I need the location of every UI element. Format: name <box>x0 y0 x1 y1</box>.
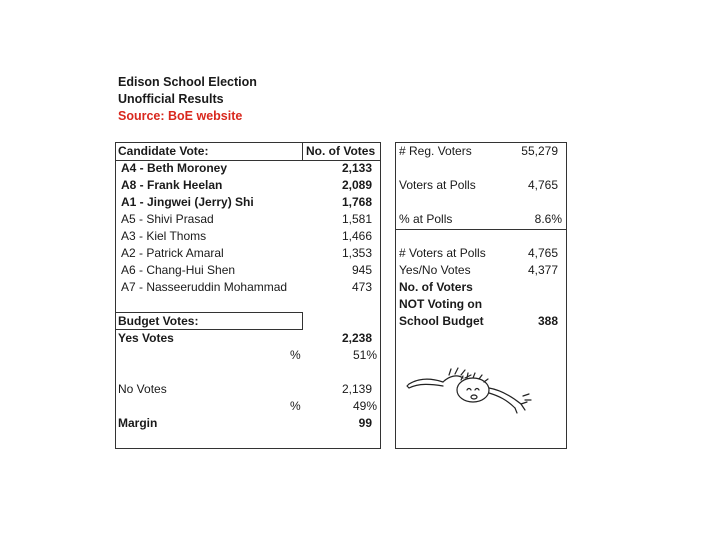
budget-votes-heading: Budget Votes: <box>118 314 199 328</box>
candidate-votes: 1,353 <box>341 246 372 260</box>
yes-pct-symbol: % <box>290 348 301 362</box>
not-voting-label-line3: School Budget <box>399 314 484 328</box>
reg-voters-label: # Reg. Voters <box>399 144 472 158</box>
report-source: Source: BoE website <box>118 109 243 123</box>
candidate-name: A6 - Chang-Hui Shen <box>121 263 236 277</box>
voters-at-polls-label-2: # Voters at Polls <box>399 246 486 260</box>
no-votes-label: No Votes <box>118 382 167 396</box>
yes-votes-label: Yes Votes <box>118 331 174 345</box>
report-subtitle: Unofficial Results <box>118 92 224 106</box>
candidate-name: A3 - Kiel Thoms <box>121 229 207 243</box>
margin-value: 99 <box>358 416 372 430</box>
candidate-name: A8 - Frank Heelan <box>121 178 223 192</box>
head-scratch-doodle-icon <box>405 366 533 414</box>
yes-pct-value: 51% <box>352 348 377 362</box>
pct-at-polls-value: 8.6% <box>534 212 562 226</box>
yes-votes-value: 2,238 <box>341 331 372 345</box>
candidate-name: A1 - Jingwei (Jerry) Shi <box>121 195 254 209</box>
candidate-name: A7 - Nasseeruddin Mohammad <box>121 280 288 294</box>
voters-at-polls-value-2: 4,765 <box>527 246 558 260</box>
voters-at-polls-value: 4,765 <box>527 178 558 192</box>
candidate-votes: 473 <box>351 280 372 294</box>
no-votes-value: 2,139 <box>341 382 372 396</box>
pct-at-polls-label: % at Polls <box>399 212 453 226</box>
candidate-votes: 2,133 <box>341 161 372 175</box>
candidate-votes: 1,581 <box>341 212 372 226</box>
candidate-votes: 945 <box>351 263 372 277</box>
candidate-name: A5 - Shivi Prasad <box>121 212 214 226</box>
no-pct-value: 49% <box>352 399 377 413</box>
report-title: Edison School Election <box>118 75 257 89</box>
yes-no-votes-value: 4,377 <box>527 263 558 277</box>
candidate-votes: 1,466 <box>341 229 372 243</box>
not-voting-value: 388 <box>537 314 558 328</box>
voters-at-polls-label: Voters at Polls <box>399 178 476 192</box>
turnout-divider <box>395 229 567 230</box>
not-voting-label-line1: No. of Voters <box>399 280 473 294</box>
no-pct-symbol: % <box>290 399 301 413</box>
candidate-votes: 1,768 <box>341 195 372 209</box>
yes-no-votes-label: Yes/No Votes <box>399 263 471 277</box>
candidate-vote-heading: Candidate Vote: <box>118 144 209 158</box>
candidate-name: A4 - Beth Moroney <box>121 161 228 175</box>
candidate-name: A2 - Patrick Amaral <box>121 246 224 260</box>
candidate-votes: 2,089 <box>341 178 372 192</box>
not-voting-label-line2: NOT Voting on <box>399 297 483 311</box>
reg-voters-value: 55,279 <box>521 144 558 158</box>
votes-heading: No. of Votes <box>306 144 376 158</box>
margin-label: Margin <box>118 416 158 430</box>
